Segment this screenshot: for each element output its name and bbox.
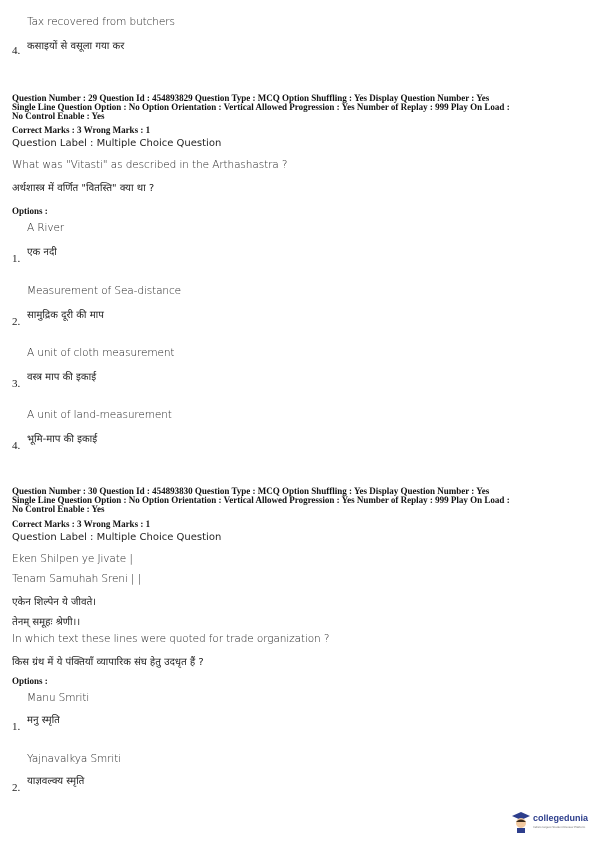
option-text-hi: वस्त्र माप की इकाई (27, 372, 97, 383)
option-number: 1. (12, 721, 21, 733)
option-text-en: Yajnavalkya Smriti (27, 753, 122, 765)
question-meta-line: No Control Enable : Yes (12, 111, 105, 121)
question-text-en: What was "Vitasti" as described in the Arthashastra ? (12, 159, 288, 171)
question-meta-line: No Control Enable : Yes (12, 504, 105, 514)
sanskrit-line-en: Eken Shilpen ye Jivate | (12, 553, 133, 565)
option-text-en: A River (27, 222, 65, 234)
option-number: 4. (12, 440, 21, 452)
marks-line: Correct Marks : 3 Wrong Marks : 1 (12, 125, 151, 135)
option-text-en: Manu Smriti (27, 692, 90, 704)
question-meta-line: Question Number : 30 Question Id : 454893830 Question Type : MCQ Option Shuffling : Yes Display Question Number : Yes (12, 486, 490, 496)
option-text-en: Measurement of Sea-distance (27, 285, 182, 297)
option-text-hi: याज्ञवल्क्य स्मृति (27, 776, 85, 787)
brand-name: collegedunia (533, 813, 589, 823)
brand-tagline: India's largest Student Review Platform (533, 825, 586, 829)
option-text-hi: मनु स्मृति (27, 715, 60, 726)
sanskrit-line-hi: एकेन शिल्पेन ये जीवते। (12, 597, 97, 608)
options-label: Options : (12, 676, 48, 686)
option-text-hi: भूमि-माप की इकाई (27, 434, 98, 445)
question-meta-line: Single Line Question Option : No Option Orientation : Vertical Allowed Progression : Yes Number of Replay : 999 Play On Load : (12, 495, 510, 505)
collegedunia-logo (511, 811, 591, 837)
graduate-mascot-icon (511, 811, 531, 833)
option-number: 4. (12, 45, 21, 57)
sanskrit-line-hi: तेनम् समूहः श्रेणी।। (12, 617, 81, 628)
options-label: Options : (12, 206, 48, 216)
option-number: 1. (12, 253, 21, 265)
question-meta-line: Question Number : 29 Question Id : 454893829 Question Type : MCQ Option Shuffling : Yes Display Question Number : Yes (12, 93, 490, 103)
option-text-en: A unit of cloth measurement (27, 347, 175, 359)
option-text-en: Tax recovered from butchers (27, 16, 175, 28)
option-number: 2. (12, 782, 21, 794)
question-text-hi: अर्थशास्त्र में वर्णित "वितस्ति" क्या था ? (12, 183, 155, 194)
sanskrit-line-en: Tenam Samuhah Sreni | | (12, 573, 142, 585)
question-label: Question Label : Multiple Choice Question (12, 138, 222, 149)
option-text-hi: एक नदी (27, 247, 57, 258)
question-label: Question Label : Multiple Choice Question (12, 532, 222, 543)
option-text-hi: सामुद्रिक दूरी की माप (27, 310, 104, 321)
option-text-en: A unit of land-measurement (27, 409, 172, 421)
marks-line: Correct Marks : 3 Wrong Marks : 1 (12, 519, 151, 529)
option-number: 2. (12, 316, 21, 328)
question-text-en: In which text these lines were quoted for trade organization ? (12, 633, 330, 645)
option-text-hi: कसाइयों से वसूला गया कर (27, 41, 125, 52)
option-number: 3. (12, 378, 21, 390)
question-meta-line: Single Line Question Option : No Option Orientation : Vertical Allowed Progression : Yes Number of Replay : 999 Play On Load : (12, 102, 510, 112)
question-text-hi: किस ग्रंथ में ये पंक्तियाँ व्यापारिक संघ हेतु उदधृत हैं ? (12, 657, 204, 668)
